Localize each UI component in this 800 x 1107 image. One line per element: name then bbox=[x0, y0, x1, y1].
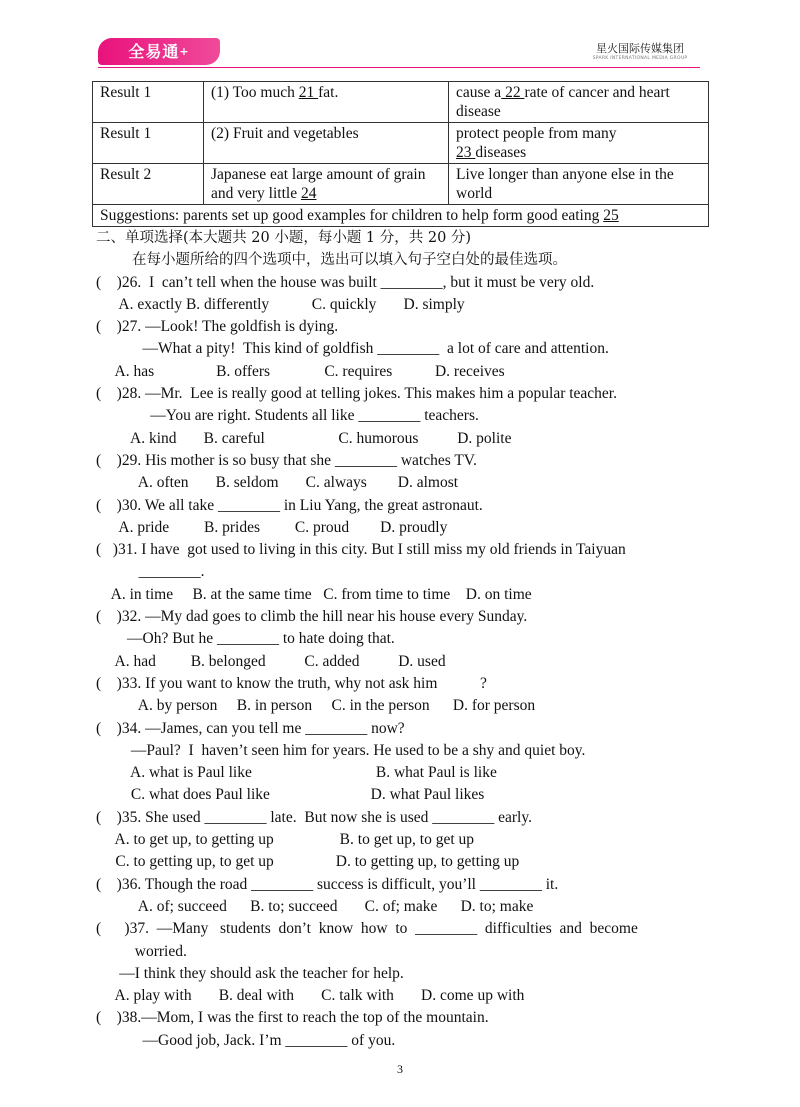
question-line: ( )38.—Mom, I was the first to reach the top of the mountain. bbox=[96, 1009, 489, 1027]
section-title: 二、单项选择(本大题共 20 小题，每小题 1 分，共 20 分) bbox=[96, 230, 472, 246]
question-list bbox=[96, 272, 706, 1052]
question-line: A. what is Paul like B. what Paul is like bbox=[96, 764, 497, 782]
question-line: —I think they should ask the teacher for help. bbox=[96, 964, 404, 982]
table-cell: Result 1 bbox=[93, 82, 204, 123]
question-line: C. what does Paul like D. what Paul likes bbox=[96, 786, 485, 804]
question-line: worried. bbox=[96, 942, 187, 960]
question-line: —What a pity! This kind of goldfish ________ a lot of care and attention. bbox=[96, 340, 609, 358]
question-line: A. to get up, to getting up B. to get up, to get up bbox=[96, 831, 475, 849]
table-cell: (1) Too much 21 fat. bbox=[204, 82, 449, 123]
question-line: A. of; succeed B. to; succeed C. of; make D. to; make bbox=[96, 897, 534, 915]
question-line: ( )28. —Mr. Lee is really good at telling jokes. This makes him a popular teacher. bbox=[96, 385, 617, 403]
table-cell: cause a 22 rate of cancer and heart disease bbox=[449, 82, 709, 123]
question-line: A. exactly B. differently C. quickly D. simply bbox=[96, 295, 465, 313]
blank-23: 23 bbox=[456, 144, 476, 161]
question-line: ( )29. His mother is so busy that she ________ watches TV. bbox=[96, 451, 477, 469]
section-instruction: 在每小题所给的四个选项中，选出可以填入句子空白处的最佳选项。 bbox=[132, 252, 567, 269]
header-divider bbox=[98, 67, 700, 68]
question-line: ( )32. —My dad goes to climb the hill near his house every Sunday. bbox=[96, 608, 528, 626]
question-line: A. kind B. careful C. humorous D. polite bbox=[96, 429, 512, 447]
publisher-info bbox=[580, 40, 700, 61]
question-line: —Oh? But he ________ to hate doing that. bbox=[96, 630, 395, 648]
question-line: ( )37. —Many students don’t know how to ________ difficulties and become bbox=[96, 920, 638, 938]
question-line: ( )27. —Look! The goldfish is dying. bbox=[96, 318, 339, 336]
results-table bbox=[92, 81, 709, 227]
blank-25: 25 bbox=[603, 207, 619, 224]
question-line: C. to getting up, to get up D. to getting up, to getting up bbox=[96, 853, 520, 871]
question-line: —Paul? I haven’t seen him for years. He used to be a shy and quiet boy. bbox=[96, 741, 586, 759]
table-cell: Result 2 bbox=[93, 164, 204, 205]
question-line: —Good job, Jack. I’m ________ of you. bbox=[96, 1031, 396, 1049]
table-cell: Result 1 bbox=[93, 123, 204, 164]
question-line: ( )30. We all take ________ in Liu Yang, the great astronaut. bbox=[96, 496, 483, 514]
question-line: A. pride B. prides C. proud D. proudly bbox=[96, 518, 448, 536]
question-line: ( )35. She used ________ late. But now she is used ________ early. bbox=[96, 808, 532, 826]
brand-logo: 全易通+ bbox=[98, 38, 220, 65]
question-line: ________. bbox=[96, 563, 205, 581]
table-cell: (2) Fruit and vegetables bbox=[204, 123, 449, 164]
question-line: A. often B. seldom C. always D. almost bbox=[96, 474, 459, 492]
question-section bbox=[96, 227, 706, 1052]
table-cell: Live longer than anyone else in the world bbox=[449, 164, 709, 205]
question-line: ( )34. —James, can you tell me ________ now? bbox=[96, 719, 405, 737]
suggestion-cell: Suggestions: parents set up good examples for children to help form good eating 25 bbox=[93, 205, 709, 227]
question-line: ( )26. I can’t tell when the house was built ________, but it must be very old. bbox=[96, 273, 595, 291]
publisher-name-cn: 星火国际传媒集团 bbox=[596, 42, 684, 55]
question-line: A. has B. offers C. requires D. receives bbox=[96, 362, 505, 380]
question-line: ( )36. Though the road ________ success is difficult, you’ll ________ it. bbox=[96, 875, 559, 893]
blank-21: 21 bbox=[298, 84, 319, 101]
page-number: 3 bbox=[397, 1062, 403, 1076]
table-row bbox=[93, 205, 709, 227]
question-line: A. in time B. at the same time C. from time to time D. on time bbox=[96, 585, 532, 603]
question-line: A. play with B. deal with C. talk with D. come up with bbox=[96, 987, 525, 1005]
table-row bbox=[93, 82, 709, 123]
blank-22: 22 bbox=[501, 84, 525, 101]
table-cell: protect people from many 23 diseases bbox=[449, 123, 709, 164]
question-line: A. had B. belonged C. added D. used bbox=[96, 652, 446, 670]
table-row bbox=[93, 164, 709, 205]
publisher-name-en: SPARK INTERNATIONAL MEDIA GROUP bbox=[592, 56, 688, 61]
blank-24: 24 bbox=[300, 185, 317, 202]
question-line: ( )33. If you want to know the truth, why not ask him ? bbox=[96, 674, 487, 692]
question-line: —You are right. Students all like ________ teachers. bbox=[96, 407, 479, 425]
question-line: A. by person B. in person C. in the person D. for person bbox=[96, 697, 536, 715]
table-cell: Japanese eat large amount of grain and very little 24 bbox=[204, 164, 449, 205]
question-line: ( )31. I have got used to living in this city. But I still miss my old friends in Taiyuan bbox=[96, 541, 626, 559]
table-row bbox=[93, 123, 709, 164]
